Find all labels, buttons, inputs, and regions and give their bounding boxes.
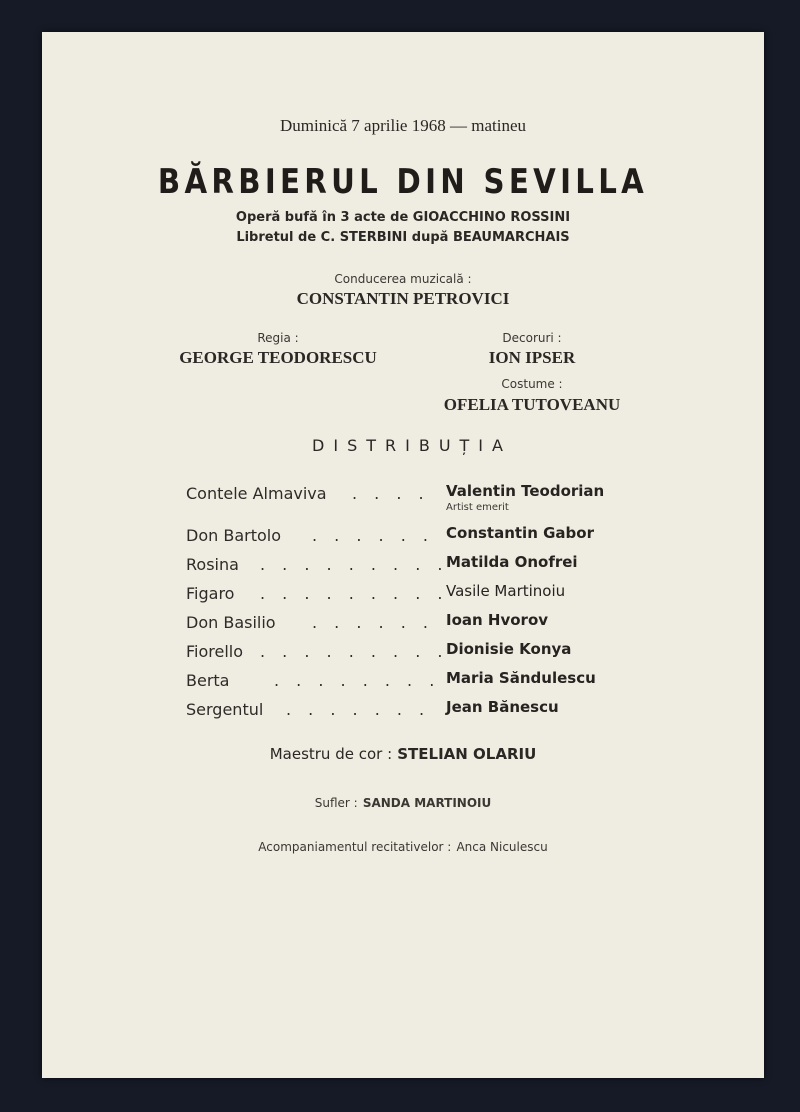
cast-actor: Constantin Gabor (446, 524, 594, 542)
cast-role: Don Bartolo (186, 526, 281, 545)
costume-label: Costume : (501, 377, 563, 391)
cast-dots: . . . . . . (312, 526, 434, 545)
distributia-heading: DISTRIBUȚIA (312, 436, 512, 455)
cast-role: Figaro (186, 584, 235, 603)
sufler-line (42, 792, 764, 811)
cast-actor: Dionisie Konya (446, 640, 572, 658)
decoruri-label: Decoruri : (502, 331, 562, 345)
cast-dots: . . . . . . . . . (260, 642, 449, 661)
cast-actor: Valentin Teodorian (446, 482, 605, 500)
cast-row (186, 482, 666, 513)
cast-actor: Matilda Onofrei (446, 553, 578, 571)
regia-label: Regia : (257, 331, 299, 345)
cast-row (186, 700, 666, 726)
cast-actor-note: Artist emerit (446, 502, 509, 513)
cast-row (186, 613, 666, 639)
maestru-label: Maestru de cor : (269, 745, 393, 763)
cast-role: Contele Almaviva (186, 484, 327, 503)
cast-row (186, 555, 666, 581)
date-line: Duminică 7 aprilie 1968 — matineu (280, 116, 526, 135)
subtitle-libretto: Libretul de C. STERBINI după BEAUMARCHAIS (236, 230, 570, 245)
maestru-name: STELIAN OLARIU (397, 745, 537, 763)
cast-role: Sergentul (186, 700, 264, 719)
acompaniament-name: Anca Niculescu (456, 840, 548, 854)
subtitle-composer: Operă bufă în 3 acte de GIOACCHINO ROSSINI (235, 210, 571, 225)
cast-role: Berta (186, 671, 230, 690)
acompaniament-label: Acompaniamentul recitativelor : (258, 840, 452, 854)
regia-name: GEORGE TEODORESCU (179, 348, 377, 367)
cast-dots: . . . . . . (312, 613, 434, 632)
cast-dots: . . . . . . . (286, 700, 431, 719)
conducerea-name: CONSTANTIN PETROVICI (296, 289, 510, 308)
program-sheet (42, 32, 764, 1078)
cast-row (186, 671, 666, 697)
cast-row (186, 642, 666, 668)
cast-dots: . . . . . . . . (274, 671, 441, 690)
cast-dots: . . . . . . . . . (260, 584, 449, 603)
sufler-label: Sufler : (314, 796, 358, 810)
cast-dots: . . . . . . . . . (260, 555, 449, 574)
cast-row (186, 526, 666, 552)
cast-dots: . . . . (352, 484, 430, 503)
maestru-de-cor-line (42, 744, 764, 763)
cast-role: Don Basilio (186, 613, 276, 632)
decoruri-name: ION IPSER (488, 348, 576, 367)
cast-role: Rosina (186, 555, 239, 574)
cast-actor: Maria Săndulescu (446, 669, 596, 687)
cast-row (186, 584, 666, 610)
conducerea-label: Conducerea muzicală : (334, 272, 472, 286)
cast-actor: Jean Bănescu (446, 698, 559, 716)
cast-role: Fiorello (186, 642, 244, 661)
opera-title: BĂRBIERUL DIN SEVILLA (157, 162, 649, 202)
cast-actor: Ioan Hvorov (446, 611, 549, 629)
costume-name: OFELIA TUTOVEANU (443, 395, 621, 414)
sufler-name: SANDA MARTINOIU (362, 796, 492, 810)
cast-actor: Vasile Martinoiu (446, 582, 566, 600)
acompaniament-line (42, 836, 764, 855)
